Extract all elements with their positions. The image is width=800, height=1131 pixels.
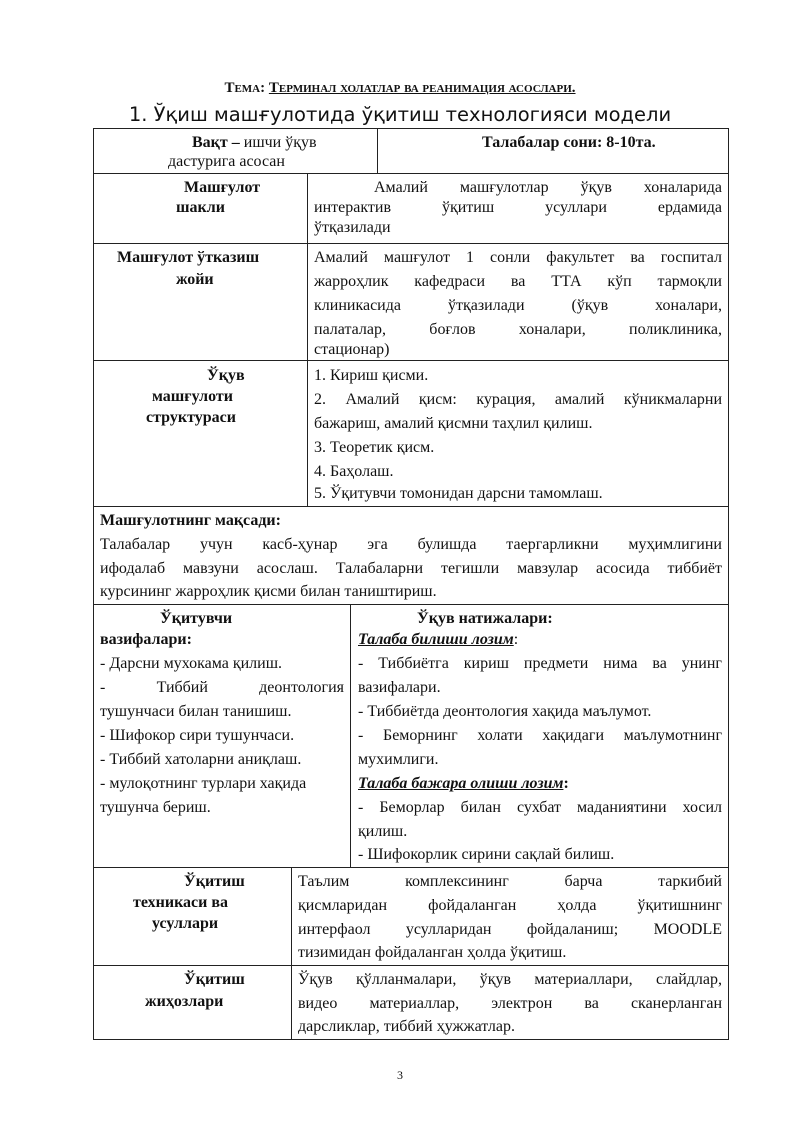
page-number: 3 [397, 1068, 403, 1082]
time-label: Вақт – [192, 134, 240, 151]
structure-item-1: 1. Кириш қисми. [314, 367, 429, 384]
do-line-1: - Беморлар билан сухбат маданиятини хосил [358, 799, 722, 816]
structure-label-2: машғулоти [152, 388, 234, 405]
structure-item-4: 3. Теоретик қисм. [314, 439, 435, 456]
structure-item-2: 2. Амалий қисм: курация, амалий кўникмаларни [314, 391, 722, 408]
form-label-1: Машғулот [184, 179, 261, 196]
goal-label: Машғулотнинг мақсади: [100, 512, 281, 529]
structure-label-1: Ўқув [207, 367, 245, 384]
know-label: Талаба билиши лозим [358, 631, 514, 648]
teacher-line-4: - Шифокор сири тушунчаси. [100, 727, 295, 744]
page-heading: 1. Ўқиш машғулотида ўқитиш технологияси модели [128, 103, 672, 126]
results-label: Ўқув натижалари: [417, 610, 553, 627]
goal-line-3: курсининг жарроҳлик қисми билан таништириш. [100, 583, 437, 600]
teacher-label-2: вазифалари: [100, 631, 192, 648]
methods-label-3: усуллари [152, 915, 219, 932]
equipment-label-2: жиҳозлари [145, 993, 224, 1010]
place-line-3: клиникасида ўтқазилади (ўқув хоналари, [314, 297, 722, 314]
place-label-1: Машғулот ўтказиш [117, 249, 260, 266]
form-line-2: интерактив ўқитиш усуллари ердамида [314, 199, 722, 216]
goal-line-2: ифодалаб мавзуни асослаш. Талабаларни тегишли мавзулар асосида тиббиёт [100, 560, 722, 577]
equipment-line-1: Ўқув қўлланмалари, ўқув материаллари, слайдлар, [298, 971, 722, 988]
know-line-3: - Тиббиётда деонтология хақида маълумот. [358, 703, 652, 720]
teacher-line-7: тушунча бериш. [100, 799, 211, 816]
structure-item-3: бажариш, амалий қисмни таҳлил қилиш. [314, 415, 593, 432]
form-label-2: шакли [176, 199, 225, 216]
do-colon: : [563, 775, 569, 792]
methods-label-1: Ўқитиш [184, 873, 245, 890]
topic-title: Терминал холатлар ва реанимация асослари. [268, 80, 576, 96]
methods-line-1: Таълим комплексининг барча таркибий [298, 873, 722, 890]
topic-prefix: Тема: [224, 80, 266, 96]
structure-item-6: 5. Ўқитувчи томонидан дарсни тамомлаш. [314, 485, 603, 502]
time-value-1: ишчи ўқув [243, 134, 317, 151]
do-label: Талаба бажара олиши лозим [358, 775, 564, 792]
place-line-1: Амалий машғулот 1 сонли факультет ва госпитал [314, 249, 722, 266]
equipment-line-2: видео материаллар, электрон ва сканерланган [298, 995, 722, 1012]
do-line-2: қилиш. [358, 823, 408, 840]
do-label-line [358, 772, 569, 797]
equipment-line-3: дарсликлар, тиббий ҳужжатлар. [298, 1018, 515, 1035]
place-line-4: палаталар, боғлов хоналари, поликлиника, [314, 321, 722, 338]
form-line-1: Амалий машғулотлар ўқув хоналарида [374, 179, 722, 196]
do-line-3: - Шифокорлик сирини сақлай билиш. [358, 846, 615, 863]
methods-line-2: қисмларидан фойдаланган ҳолда ўқитишнинг [298, 897, 722, 914]
equipment-label-1: Ўқитиш [184, 971, 245, 988]
methods-line-4: тизимидан фойдаланган ҳолда ўқитиш. [298, 944, 567, 961]
know-label-line [358, 628, 518, 653]
teacher-line-5: - Тиббий хатоларни аниқлаш. [100, 751, 302, 768]
teacher-line-6: - мулоқотнинг турлари хақида [100, 775, 307, 792]
methods-line-3: интерфаол усулларидан фойдаланиш; MOODLE [298, 921, 722, 938]
place-line-2: жарроҳлик кафедраси ва ТТА кўп тармоқли [314, 273, 722, 290]
place-label-2: жойи [176, 271, 214, 288]
time-value-2: дастурига асосан [168, 153, 285, 170]
teacher-line-2: - Тиббий деонтология [100, 679, 344, 696]
place-line-5: стационар) [314, 341, 390, 358]
teacher-line-3: тушунчаси билан танишиш. [100, 703, 292, 720]
structure-label-3: структураси [146, 409, 236, 426]
know-colon: : [513, 631, 519, 648]
goal-line-1: Талабалар учун касб-ҳунар эга булишда таергарликни муҳимлигини [100, 536, 722, 553]
know-line-1: - Тиббиётга кириш предмети нима ва унинг [358, 655, 722, 672]
know-line-4: - Беморнинг холати хақидаги маълумотнинг [358, 727, 722, 744]
students-count: Талабалар сони: 8-10та. [482, 134, 656, 151]
teacher-label-1: Ўқитувчи [160, 610, 233, 627]
methods-label-2: техникаси ва [133, 894, 229, 911]
topic-line [0, 80, 800, 97]
know-line-5: мухимлиги. [358, 751, 439, 768]
teacher-line-1: - Дарсни мухокама қилиш. [100, 655, 283, 672]
structure-item-5: 4. Баҳолаш. [314, 463, 394, 480]
form-line-3: ўтқазилади [314, 219, 391, 236]
know-line-2: вазифалари. [358, 679, 441, 696]
